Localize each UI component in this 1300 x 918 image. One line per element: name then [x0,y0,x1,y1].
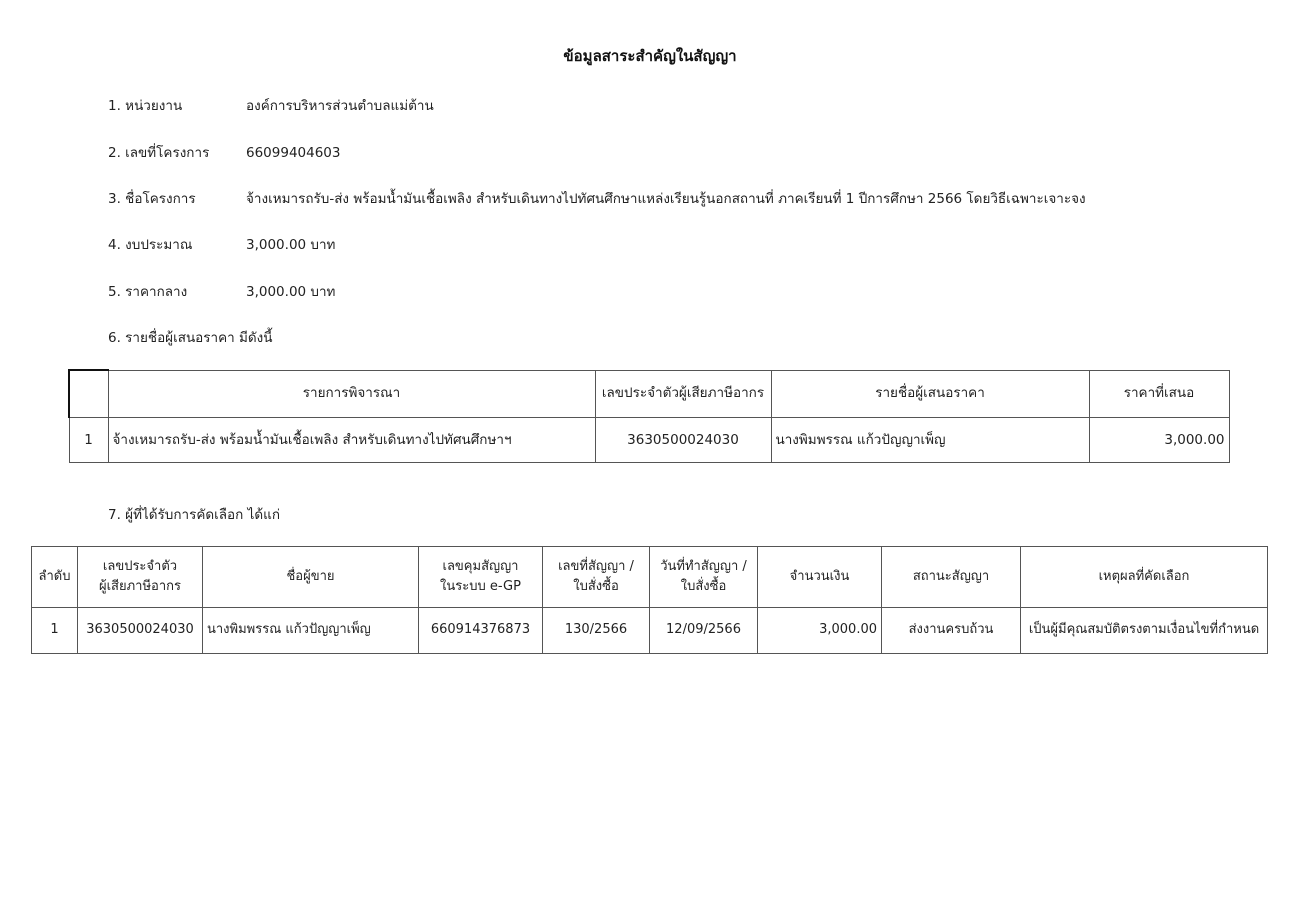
row-tax-id: 3630500024030 [595,418,771,463]
header-cell-status: สถานะสัญญา [882,547,1021,608]
row-egp-number: 660914376873 [419,608,543,654]
row-amount: 3,000.00 [758,608,882,654]
header-cell-bidder-name: รายชื่อผู้เสนอราคา [771,370,1089,418]
header-cell-blank [69,370,108,418]
field-label: 2. เลขที่โครงการ [108,145,210,161]
section6-heading: 6. รายชื่อผู้เสนอราคา มีดังนี้ [108,330,273,346]
row-bidder-name: นางพิมพรรณ แก้วปัญญาเพ็ญ [771,418,1089,463]
section7-heading: 7. ผู้ที่ได้รับการคัดเลือก ได้แก่ [108,507,281,523]
field-label: 3. ชื่อโครงการ [108,191,196,207]
selected-vendor-table [31,546,1268,654]
header-cell-number: ลำดับ [32,547,78,608]
field-value: 66099404603 [246,145,341,161]
field-label: 1. หน่วยงาน [108,98,183,114]
field-value: 3,000.00 บาท [246,284,336,300]
header-cell-contract-number [543,547,650,608]
field-value: 3,000.00 บาท [246,237,336,253]
header-cell-offered-price: ราคาที่เสนอ [1089,370,1229,418]
header-cell-amount: จำนวนเงิน [758,547,882,608]
field-value: องค์การบริหารส่วนตำบลแม่ต้าน [246,98,434,114]
header-line: เลขประจำตัว [102,558,178,574]
row-item: จ้างเหมารถรับ-ส่ง พร้อมน้ำมันเชื้อเพลิง สำหรับเดินทางไปทัศนศึกษาฯ [108,418,595,463]
table-header-row [32,547,1268,608]
field-value: จ้างเหมารถรับ-ส่ง พร้อมน้ำมันเชื้อเพลิง สำหรับเดินทางไปทัศนศึกษาแหล่งเรียนรู้นอกสถานที่ ภาคเรียนที่ 1 ปีการศึกษา 2566 โดยวิธีเฉพาะเจาะจง [246,191,1086,207]
header-line: ผู้เสียภาษีอากร [98,579,181,594]
header-cell-egp-number [419,547,543,608]
header-line: ใบสั่งซื้อ [573,579,619,594]
bidders-table [68,369,1230,463]
header-cell-tax-id [78,547,203,608]
header-cell-tax-id: เลขประจำตัวผู้เสียภาษีอากร [595,370,771,418]
header-cell-item: รายการพิจารณา [108,370,595,418]
header-line: เลขที่สัญญา / [558,558,634,574]
header-line: ใบสั่งซื้อ [680,579,727,594]
table-header-row [69,370,1229,418]
document-title: ข้อมูลสาระสำคัญในสัญญา [563,47,737,65]
row-contract-date: 12/09/2566 [650,608,758,654]
header-cell-contract-date [650,547,758,608]
row-contract-number: 130/2566 [543,608,650,654]
row-seller: นางพิมพรรณ แก้วปัญญาเพ็ญ [203,608,419,654]
header-line: ในระบบ e-GP [440,579,521,594]
table-row [32,608,1268,654]
row-reason: เป็นผู้มีคุณสมบัติตรงตามเงื่อนไขที่กำหนด [1021,608,1268,654]
header-cell-seller: ชื่อผู้ขาย [203,547,419,608]
row-number: 1 [69,418,108,463]
header-line: วันที่ทำสัญญา / [660,558,747,574]
row-status: ส่งงานครบถ้วน [882,608,1021,654]
row-number: 1 [32,608,78,654]
field-label: 5. ราคากลาง [108,284,188,300]
table-row [69,418,1229,463]
field-label: 4. งบประมาณ [108,237,193,253]
row-tax-id: 3630500024030 [78,608,203,654]
row-offered-price: 3,000.00 [1089,418,1229,463]
header-cell-reason: เหตุผลที่คัดเลือก [1021,547,1268,608]
header-line: เลขคุมสัญญา [442,558,519,574]
